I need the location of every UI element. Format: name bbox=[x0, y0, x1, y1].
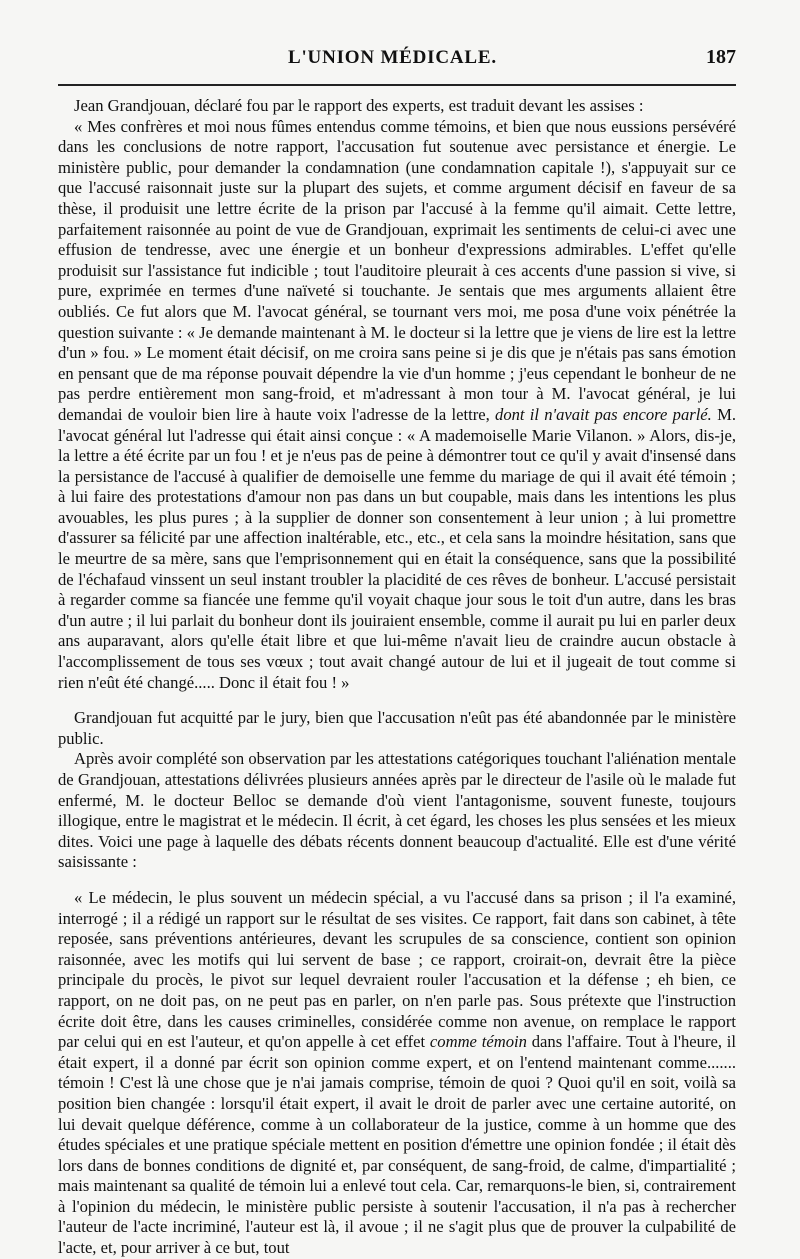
journal-title: L'UNION MÉDICALE. bbox=[288, 47, 497, 68]
running-header bbox=[58, 46, 736, 76]
testimony-text-part2: M. l'avocat général lut l'adresse qui était ainsi conçue : « A mademoiselle Marie Vilanon. » Alors, dis-je, la lettre a été écrite par un fou ! et je n'eus pas de peine à démontrer tout ce qu'il y avait d'insensé dans la persistance de l'accusé à qualifier de demoiselle une femme du mariage de qui il avait été témoin ; à lui faire des protestations d'amour non pas dans un but coupable, mais dans les intentions les plus avouables, les plus pures ; à la supplier de donner son consentement à leur union ; à lui promettre d'assurer sa félicité par une affection inaltérable, etc., etc., et cela sans la moindre hésitation, sans que le meurtre de sa mère, sans que l'emprisonnement qui en était la conséquence, sans que la possibilité de l'échafaud vinssent un seul instant troubler la placidité de ces rêves de bonheur. L'accusé persistait à regarder comme sa fiancée une femme qu'il voyait chaque jour sous le toit d'un autre, dans les bras d'un autre ; il lui parlait du bonheur dont ils jouiraient ensemble, comme il aurait pu lui en parler deux ans auparavant, alors qu'elle était libre et que lui-même n'avait lieu de craindre aucun obstacle à l'accomplissement de tous ses vœux ; tout avait changé autour de lui et il jugeait de tout comme si rien n'eût été changé..... Donc il était fou ! » bbox=[58, 404, 736, 692]
header-rule bbox=[58, 84, 736, 86]
paragraph-belloc: Après avoir complété son observation par les attestations catégoriques touchant l'aliénation mentale de Grandjouan, attestations délivrées plusieurs années après par le directeur de l'asile où le malade fut enfermé, M. le docteur Belloc se demande d'où vient l'antagonisme, souvent funeste, toujours illogique, entre le magistrat et le médecin. Il écrit, à cet égard, les choses les plus sensées et les mieux dites. Voici une page à laquelle des débats récents donnent beaucoup d'actualité. Elle est d'une vérité saisissante : bbox=[58, 749, 736, 872]
page-number: 187 bbox=[706, 46, 736, 68]
paragraph-verdict: Grandjouan fut acquitté par le jury, bien que l'accusation n'eût pas été abandonnée par le ministère public. bbox=[58, 708, 736, 748]
paragraph-quote bbox=[58, 888, 736, 1259]
testimony-italic-phrase: dont il n'avait pas encore parlé. bbox=[495, 404, 712, 424]
quote-text-part1: « Le médecin, le plus souvent un médecin spécial, a vu l'accusé dans sa prison ; il l'a examiné, interrogé ; il a rédigé un rapport sur le résultat de ses visites. Ce rapport, fait dans son cabinet, à tête reposée, sans préventions antérieures, devant les scrupules de sa conscience, contient son opinion raisonnée, avec les motifs qui lui servent de base ; ce rapport, croirait-on, devrait être la pièce principale du procès, le pivot sur lequel devraient rouler l'accusation et la défense ; eh bien, ce rapport, on ne doit pas, on ne peut pas en parler, on n'en parle pas. Sous prétexte que l'instruction écrite doit être, dans les causes criminelles, considérée comme non avenue, on remplace le rapport par celui qui en est l'auteur, et qu'on appelle à cet effet bbox=[58, 887, 736, 1052]
testimony-text-part1: « Mes confrères et moi nous fûmes entendus comme témoins, et bien que nous eussions persévéré dans les conclusions de notre rapport, l'accusation fut soutenue avec persistance et énergie. Le ministère public, pour demander la condamnation (une condamnation capitale !), s'appuyait sur ce que l'accusé raisonnait juste sur la plupart des sujets, et comme argument décisif en faveur de sa thèse, il produisit une lettre écrite de la prison par l'accusé à la femme qu'il aimait. Cette lettre, parfaitement raisonnée au point de vue de Grandjouan, exprimait les sentiments de celui-ci avec une effusion de tendresse, avec une énergie et un bonheur d'expressions admirables. L'effet qu'elle produisit sur l'assistance fut indicible ; tout l'auditoire pleurait à ces accents d'une passion si vive, si pure, exprimée en termes d'une naïveté si touchante. Je sentais que mes arguments allaient être oubliés. Ce fut alors que M. l'avocat général, se tournant vers moi, me posa d'une voix pénétrée la question suivante : « Je demande maintenant à M. le docteur si la lettre que je viens de lire est la lettre d'un » fou. » Le moment était décisif, on me croira sans peine si je dis que je n'étais pas sans émotion en pensant que de ma réponse pouvait dépendre la vie d'un homme ; j'eus cependant le bonheur de ne pas perdre entièrement mon sang-froid, et m'adressant à mon tour à M. l'avocat général, je lui demandai de vouloir bien lire à haute voix l'adresse de la lettre, bbox=[58, 116, 736, 424]
quote-text-part2: dans l'affaire. Tout à l'heure, il était expert, il a donné par écrit son opinion comme expert, et on l'entend maintenant comme....... témoin ! C'est là une chose que je n'ai jamais comprise, témoin de quoi ? Quoi qu'il en soit, voilà sa position bien changée : lorsqu'il était expert, il avait le droit de parler avec une certaine autorité, on lui devait quelque déférence, comme à un collaborateur de la justice, comme à un homme que des études spéciales et une pratique spéciale mettent en position d'émettre une opinion fondée ; il était dès lors dans de bonnes conditions de dignité et, par conséquent, de sang-froid, de calme, d'impartialité ; mais maintenant sa qualité de témoin lui a enlevé tout cela. Car, remarquons-le bien, si, contrairement à l'opinion du médecin, le ministère public persiste à soutenir l'accusation, il n'a pas à rechercher l'auteur de l'acte incriminé, l'auteur est là, il avoue ; il ne s'agit plus que de prouver la culpabilité de l'acte, et, pour arriver à ce but, tout bbox=[58, 1032, 737, 1258]
paragraph-testimony bbox=[58, 117, 736, 694]
quote-italic-phrase: comme témoin bbox=[429, 1032, 527, 1052]
paragraph-intro: Jean Grandjouan, déclaré fou par le rapport des experts, est traduit devant les assises : bbox=[74, 96, 644, 115]
article-body bbox=[58, 96, 736, 1259]
